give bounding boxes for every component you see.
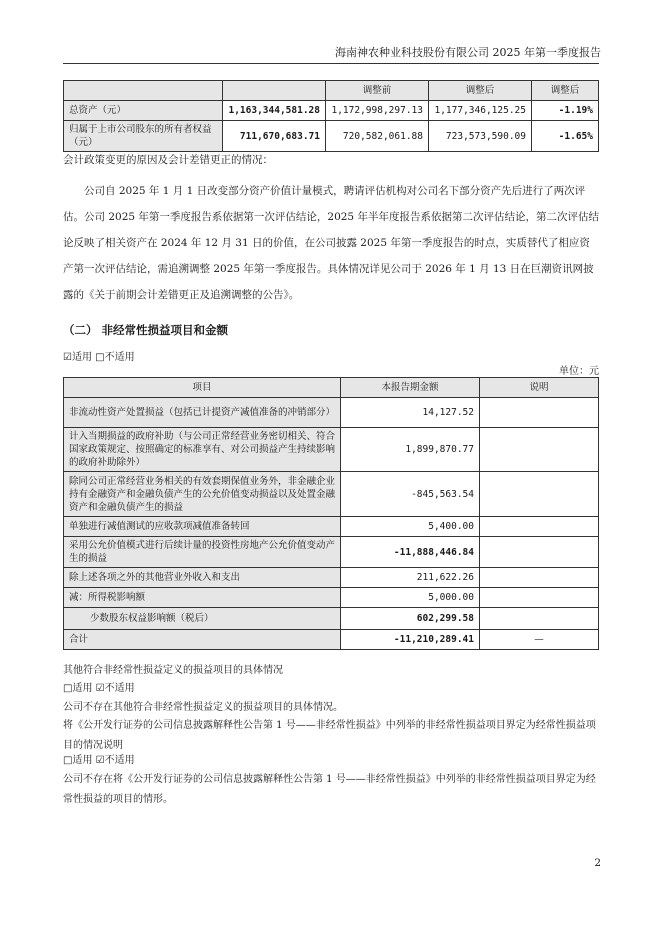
item-cell: 计入当期损益的政府补助（与公司正常经营业务密切相关、符合国家政策规定、按照确定的标准享有、对公司损益产生持续影响的政府补助除外） — [64, 428, 341, 472]
header-cell — [223, 81, 326, 101]
header-cell: 本报告期金额 — [341, 378, 480, 398]
note-cell — [480, 472, 599, 517]
table-row — [64, 121, 599, 152]
explain-body: 公司不存在将《公开发行证券的公司信息披露解释性公告第 1 号——非经常性损益》中列举的非经常性损益项目界定为经常性损益的项目的情形。 — [63, 774, 596, 805]
amount-cell: -11,210,289.41 — [341, 630, 480, 650]
applicable-checkbox-1: ☑适用 □不适用 — [63, 352, 135, 363]
change-value: -1.19% — [532, 101, 599, 121]
applicable-checkbox-2: □适用 ☑不适用 — [63, 683, 135, 694]
note-cell — [480, 428, 599, 472]
other-body: 公司不存在其他符合非经常性损益定义的损益项目的具体情况。 — [63, 702, 343, 713]
table-header-row — [64, 378, 599, 398]
change-value: -1.65% — [532, 121, 599, 152]
note-cell — [480, 517, 599, 537]
header-cell: 调整后 — [532, 81, 599, 101]
item-cell: 非流动性资产处置损益（包括已计提资产减值准备的冲销部分） — [64, 398, 341, 428]
amount-cell: -11,888,446.84 — [341, 537, 480, 568]
item-cell: 采用公允价值模式进行后续计量的投资性房地产公允价值变动产生的损益 — [64, 537, 341, 568]
amount-cell: 5,000.00 — [341, 588, 480, 608]
note-cell — [480, 608, 599, 630]
reason-title: 会计政策变更的原因及会计差错更正的情况： — [63, 154, 273, 166]
reason-body: 公司自 2025 年 1 月 1 日改变部分资产价值计量模式，聘请评估机构对公司名下部分资产先后进行了两次评估。公司 2025 年第一季度报告系依据第一次评估结论，2025 年半年度报告系依据第二次评估结论，第二次评估结论反映了相关资产在 2024 年 12 月 31 日的价值，在公司披露 2025 年第一季度报告的时点，实质替代了相应资产第一次评估结论，需追溯调整 2025 年第一季度报告。具体情况详见公司于 2026 年 1 月 13 日在巨潮资讯网披露的《关于前期会计差错更正及追溯调整的公告》。 — [63, 185, 599, 301]
amount-cell: 1,899,870.77 — [341, 428, 480, 472]
table-row — [64, 517, 599, 537]
header-cell: 说明 — [480, 378, 599, 398]
explain-title: 将《公开发行证券的公司信息披露解释性公告第 1 号——非经常性损益》中列举的非经常性损益项目界定为经常性损益项目的情况说明 — [63, 720, 596, 751]
amount-cell: 211,622.26 — [341, 568, 480, 588]
header-cell: 调整后 — [429, 81, 532, 101]
page-header: 海南神农种业科技股份有限公司 2025 年第一季度报告 — [335, 46, 601, 59]
amount-cell: 5,400.00 — [341, 517, 480, 537]
table-row — [64, 537, 599, 568]
non-recurring-table — [63, 377, 599, 650]
table-row — [64, 588, 599, 608]
unit-label: 单位：元 — [559, 366, 599, 377]
table-row — [64, 608, 599, 630]
table-row — [64, 428, 599, 472]
note-cell — [480, 537, 599, 568]
table-row — [64, 472, 599, 517]
table-row — [64, 101, 599, 121]
before-value: 1,172,998,297.13 — [326, 101, 429, 121]
item-cell: 少数股东权益影响额（税后） — [64, 608, 341, 630]
item-cell: 单独进行减值测试的应收款项减值准备转回 — [64, 517, 341, 537]
current-value: 1,163,344,581.28 — [223, 101, 326, 121]
header-cell — [64, 81, 223, 101]
row-label: 归属于上市公司股东的所有者权益（元） — [64, 121, 223, 152]
table-row — [64, 398, 599, 428]
row-label: 总资产（元） — [64, 101, 223, 121]
note-cell — [480, 588, 599, 608]
applicable-checkbox-3: □适用 ☑不适用 — [63, 755, 135, 766]
before-value: 720,582,061.88 — [326, 121, 429, 152]
table-header-row — [64, 81, 599, 101]
header-cell: 项目 — [64, 378, 341, 398]
other-title: 其他符合非经常性损益定义的损益项目的具体情况 — [63, 665, 283, 676]
amount-cell: -845,563.54 — [341, 472, 480, 517]
table-row — [64, 568, 599, 588]
amount-cell: 14,127.52 — [341, 398, 480, 428]
item-cell: 除同公司正常经营业务相关的有效套期保值业务外，非金融企业持有金融资产和金融负债产生的公允价值变动损益以及处置金融资产和金融负债产生的损益 — [64, 472, 341, 517]
adjustment-table — [63, 80, 599, 152]
note-cell — [480, 398, 599, 428]
header-cell: 调整前 — [326, 81, 429, 101]
section-title: （二） 非经常性损益项目和金额 — [63, 323, 229, 337]
after-value: 1,177,346,125.25 — [429, 101, 532, 121]
after-value: 723,573,590.09 — [429, 121, 532, 152]
amount-cell: 602,299.58 — [341, 608, 480, 630]
note-cell — [480, 568, 599, 588]
item-cell: 减：所得税影响额 — [64, 588, 341, 608]
header-divider — [63, 63, 599, 64]
table-row — [64, 630, 599, 650]
item-cell: 除上述各项之外的其他营业外收入和支出 — [64, 568, 341, 588]
page-number: 2 — [594, 857, 601, 869]
note-cell: — — [480, 630, 599, 650]
item-cell: 合计 — [64, 630, 341, 650]
current-value: 711,670,683.71 — [223, 121, 326, 152]
